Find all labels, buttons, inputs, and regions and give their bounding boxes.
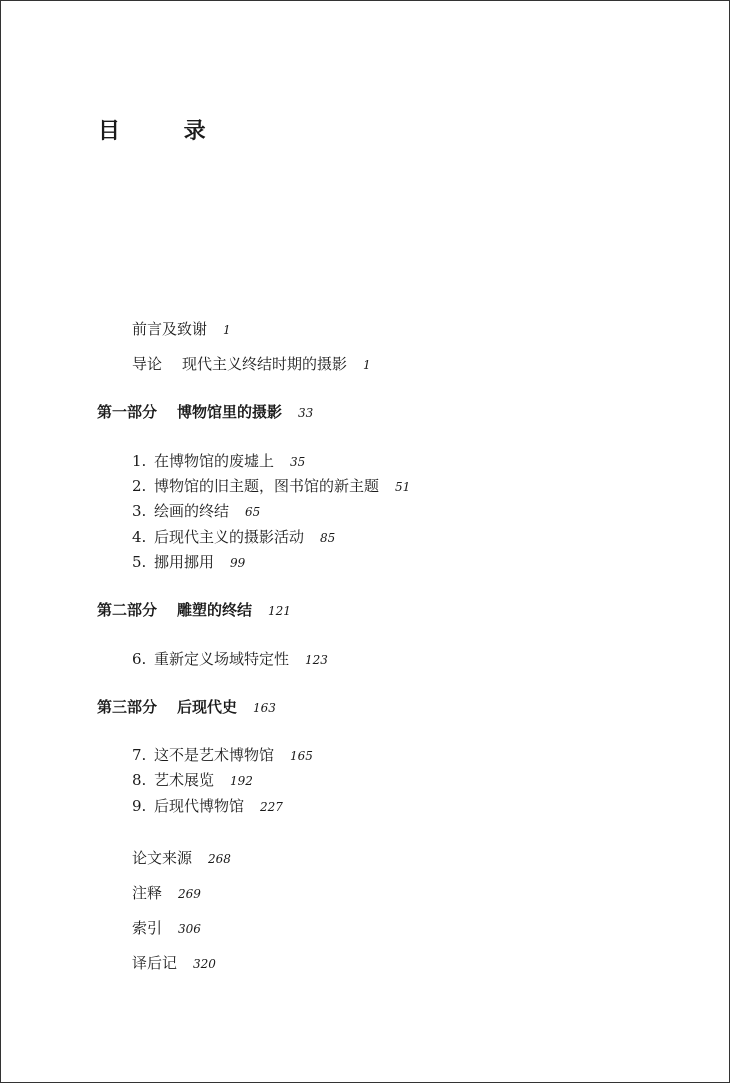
chapter-number: 5.	[132, 553, 147, 571]
toc-entry-introduction[interactable]	[132, 353, 371, 376]
page-number: 51	[395, 480, 411, 494]
toc-chapter-9[interactable]	[132, 795, 283, 818]
toc-part-1[interactable]	[97, 401, 313, 424]
chapter-title: 重新定义场域特定性	[154, 650, 290, 668]
toc-chapter-1[interactable]	[132, 450, 305, 473]
entry-label: 前言及致谢	[132, 320, 208, 338]
page-number: 227	[260, 800, 283, 814]
chapter-number: 2.	[132, 477, 147, 495]
part-title: 博物馆里的摄影	[177, 403, 283, 421]
toc-chapter-6[interactable]	[132, 648, 328, 671]
chapter-title: 在博物馆的废墟上	[154, 452, 275, 470]
toc-chapter-8[interactable]	[132, 769, 253, 792]
entry-label: 论文来源	[132, 849, 193, 867]
page-number: 121	[268, 604, 291, 618]
toc-entry-preface[interactable]	[132, 318, 231, 341]
part-label: 第一部分	[97, 403, 158, 421]
chapter-number: 1.	[132, 452, 147, 470]
toc-entry-sources[interactable]	[132, 847, 231, 870]
chapter-number: 6.	[132, 650, 147, 668]
page-number: 192	[230, 774, 253, 788]
page-number: 1	[363, 358, 371, 372]
part-label: 第二部分	[97, 601, 158, 619]
page-number: 320	[193, 957, 216, 971]
chapter-title: 艺术展览	[154, 771, 215, 789]
page-number: 85	[320, 531, 336, 545]
entry-label	[132, 355, 347, 373]
chapter-title: 后现代主义的摄影活动	[154, 528, 305, 546]
toc-chapter-4[interactable]	[132, 526, 335, 549]
chapter-number: 9.	[132, 797, 147, 815]
toc-part-2[interactable]	[97, 599, 291, 622]
chapter-number: 3.	[132, 502, 147, 520]
part-title: 后现代史	[177, 698, 238, 716]
page-number: 1	[223, 323, 231, 337]
entry-label: 译后记	[132, 954, 178, 972]
chapter-number: 7.	[132, 746, 147, 764]
toc-entry-translator-afterword[interactable]	[132, 952, 216, 975]
toc-chapter-3[interactable]	[132, 500, 260, 523]
chapter-title: 博物馆的旧主题，图书馆的新主题	[154, 477, 380, 495]
toc-chapter-5[interactable]	[132, 551, 245, 574]
chapter-title: 挪用挪用	[154, 553, 215, 571]
part-title: 雕塑的终结	[177, 601, 253, 619]
page-number: 33	[298, 406, 314, 420]
entry-label: 注释	[132, 884, 163, 902]
toc-chapter-2[interactable]	[132, 475, 410, 498]
chapter-number: 8.	[132, 771, 147, 789]
page-number: 268	[208, 852, 231, 866]
page-number: 123	[305, 653, 328, 667]
page-number: 99	[230, 556, 246, 570]
entry-label: 索引	[132, 919, 163, 937]
toc-title: 目 录	[98, 118, 234, 144]
toc-chapter-7[interactable]	[132, 744, 313, 767]
chapter-title: 这不是艺术博物馆	[154, 746, 275, 764]
page-number: 65	[245, 505, 261, 519]
part-label: 第三部分	[97, 698, 158, 716]
toc-entry-notes[interactable]	[132, 882, 201, 905]
page-number: 269	[178, 887, 201, 901]
chapter-title: 后现代博物馆	[154, 797, 245, 815]
toc-entry-index[interactable]	[132, 917, 201, 940]
chapter-title: 绘画的终结	[154, 502, 230, 520]
entry-label-title: 现代主义终结时期的摄影	[182, 355, 348, 373]
page-number: 163	[253, 701, 276, 715]
page-number: 165	[290, 749, 313, 763]
chapter-number: 4.	[132, 528, 147, 546]
page-number: 306	[178, 922, 201, 936]
page-number: 35	[290, 455, 306, 469]
toc-part-3[interactable]	[97, 696, 276, 719]
entry-label-prefix: 导论	[132, 355, 163, 373]
